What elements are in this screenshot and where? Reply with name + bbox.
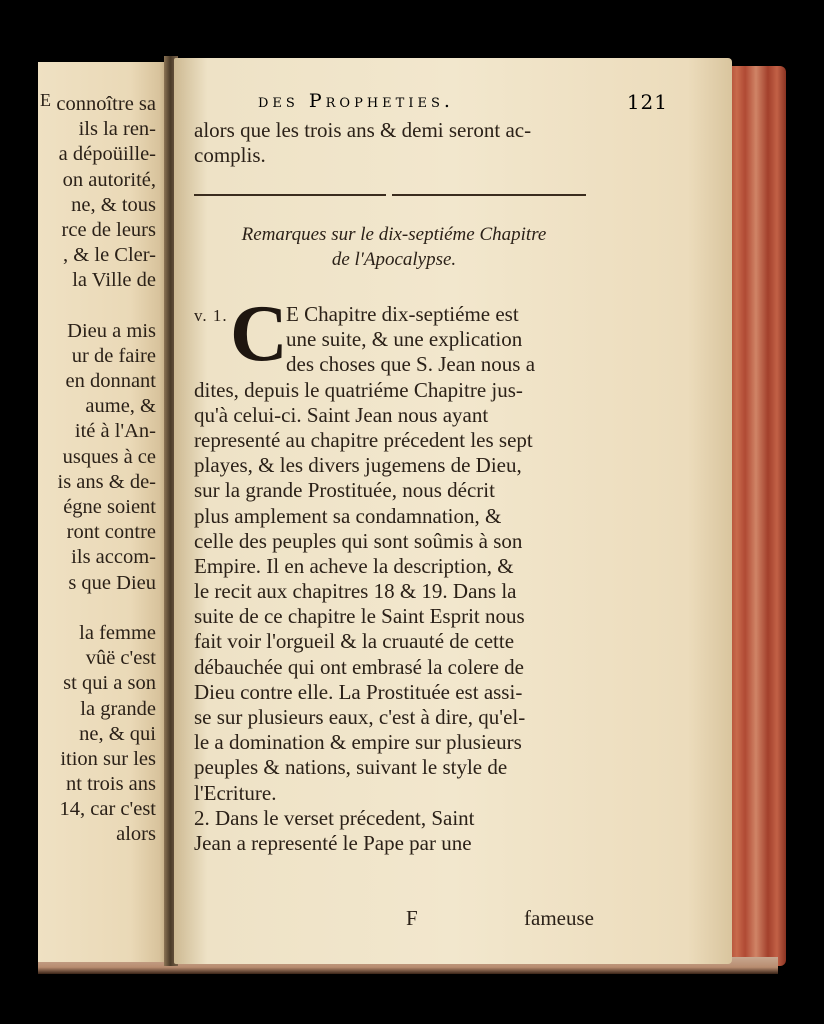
- section-title: [194, 222, 594, 272]
- left-text-line: ront contre: [66, 521, 156, 544]
- left-text-line: ils la ren-: [78, 118, 156, 141]
- divider-rule: [194, 194, 386, 196]
- left-text-line: la Ville de: [72, 269, 156, 292]
- catchword: fameuse: [524, 906, 594, 930]
- text-line: playes, & les divers jugemens de Dieu,: [194, 453, 522, 478]
- text-line: peuples & nations, suivant le style de: [194, 755, 508, 780]
- left-text-line: ur de faire: [71, 344, 156, 367]
- signature-mark: F: [406, 906, 418, 930]
- page-number: 121: [626, 90, 668, 114]
- left-text-line: nt trois ans: [66, 773, 156, 796]
- left-text-line: [38, 294, 156, 319]
- left-text-line: en donnant: [65, 370, 156, 393]
- drop-capital: C: [230, 290, 288, 378]
- left-text-line: alors: [116, 823, 156, 846]
- text-line: qu'à celui-ci. Saint Jean nous ayant: [194, 402, 489, 427]
- left-text-line: usques à ce: [62, 445, 156, 468]
- text-line: plus amplement sa condamnation, &: [194, 503, 502, 528]
- left-running-head: E: [40, 90, 53, 110]
- left-text-line: la femme: [79, 621, 156, 644]
- left-text-line: is ans & de-: [57, 470, 156, 493]
- text-line: une suite, & une explication: [286, 327, 523, 352]
- left-text-line: vûë c'est: [85, 647, 156, 670]
- main-paragraph: [194, 302, 594, 856]
- left-page-text: [38, 92, 156, 848]
- left-text-line: ne, & tous: [71, 193, 156, 216]
- text-line: l'Ecriture.: [194, 780, 277, 805]
- text-line: representé au chapitre précedent les sept: [194, 427, 533, 452]
- text-line: celle des peuples qui sont soûmis à son: [194, 528, 523, 553]
- verse-marker: v. 1.: [194, 306, 228, 325]
- text-line: fait voir l'orgueil & la cruauté de cette: [194, 629, 515, 654]
- text-line: le a domination & empire sur plusieurs: [194, 730, 522, 755]
- opening-paragraph: [194, 118, 594, 168]
- section-title-line: Remarques sur le dix-septiéme Chapitre: [241, 224, 547, 245]
- page-footer: [194, 906, 594, 932]
- text-line: le recit aux chapitres 18 & 19. Dans la: [194, 579, 517, 604]
- text-line: sur la grande Prostituée, nous décrit: [194, 478, 495, 503]
- left-text-line: Dieu a mis: [67, 319, 156, 342]
- left-text-line: 14, car c'est: [59, 798, 156, 821]
- page-header: [258, 90, 668, 114]
- text-line: Jean a representé le Pape par une: [194, 830, 472, 855]
- text-line: débauchée qui ont embrasé la colere de: [194, 654, 525, 679]
- text-line: E Chapitre dix-septiéme est: [286, 302, 519, 326]
- text-line: alors que les trois ans & demi seront ac-: [194, 118, 532, 142]
- running-head: des Propheties.: [258, 90, 454, 112]
- divider-rule: [392, 194, 586, 196]
- left-text-line: connoître sa: [56, 93, 156, 115]
- text-line: Dieu contre elle. La Prostituée est assi-: [194, 679, 523, 704]
- left-text-line: st qui a son: [63, 672, 156, 695]
- left-text-line: ils accom-: [71, 546, 156, 569]
- left-text-line: s que Dieu: [68, 571, 156, 594]
- left-text-line: aume, &: [85, 395, 156, 418]
- left-text-line: égne soient: [63, 496, 156, 518]
- left-text-line: [38, 596, 156, 621]
- text-line: 2. Dans le verset précedent, Saint: [194, 805, 475, 830]
- left-text-line: a dépoüille-: [58, 143, 156, 166]
- left-text-line: la grande: [80, 697, 156, 720]
- text-line: suite de ce chapitre le Saint Esprit nous: [194, 604, 525, 629]
- left-text-line: rce de leurs: [61, 218, 156, 241]
- open-book: [38, 52, 778, 974]
- text-line: dites, depuis le quatriéme Chapitre jus-: [194, 377, 523, 402]
- section-title-line: de l'Apocalypse.: [331, 249, 457, 270]
- left-text-line: ne, & qui: [79, 722, 156, 745]
- page-edges: [726, 66, 786, 966]
- right-page: [174, 58, 732, 964]
- left-text-line: on autorité,: [62, 168, 156, 191]
- left-page: [38, 62, 170, 962]
- text-line: Empire. Il en acheve la description, &: [194, 553, 514, 578]
- text-line: des choses que S. Jean nous a: [286, 352, 536, 377]
- left-text-line: ité à l'An-: [74, 420, 156, 443]
- left-text-line: , & le Cler-: [63, 244, 156, 267]
- section-divider: [194, 194, 586, 200]
- left-text-line: ition sur les: [60, 747, 156, 770]
- text-line: complis.: [194, 143, 266, 168]
- text-line: se sur plusieurs eaux, c'est à dire, qu'el-: [194, 705, 526, 729]
